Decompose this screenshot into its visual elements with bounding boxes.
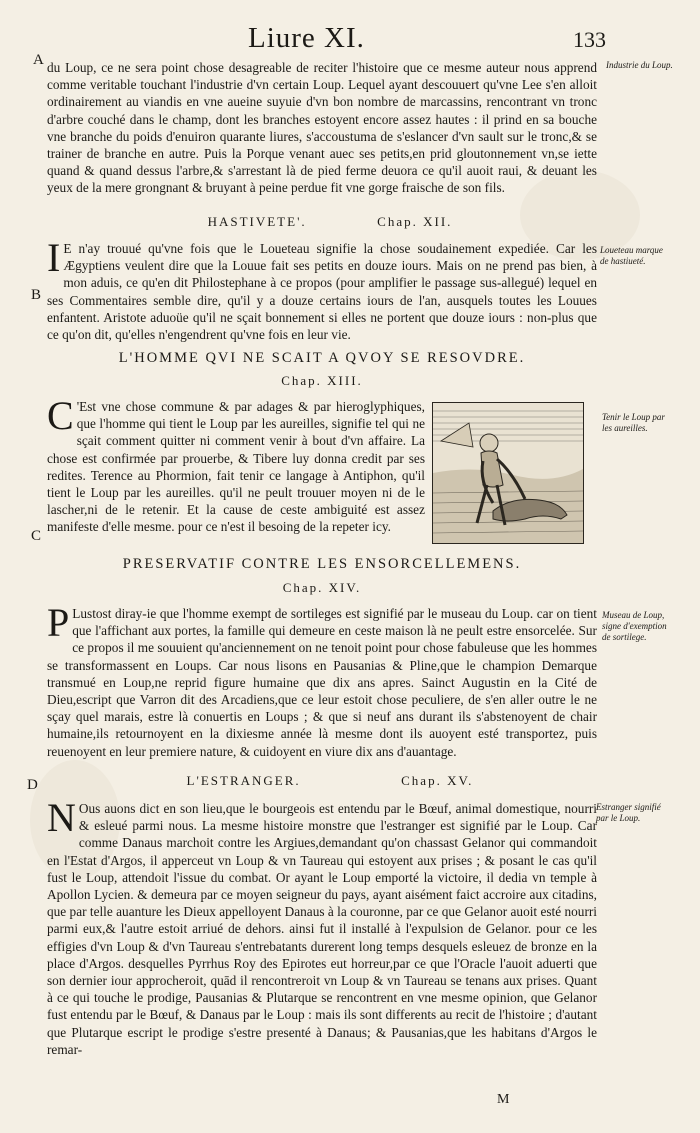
margin-letter-d: D xyxy=(27,777,38,793)
page-number: 133 xyxy=(573,27,606,52)
chapter14-margin-note: Museau de Loup, signe d'exemption de sortilege. xyxy=(602,610,667,642)
margin-letter-c: C xyxy=(31,528,42,544)
chapter13-margin-note: Tenir le Loup par les aureilles. xyxy=(602,412,665,433)
margin-letter-b: B xyxy=(31,287,42,303)
chapter15-margin-note: Estranger signifié par le Loup. xyxy=(596,802,661,823)
woodcut-figure xyxy=(432,402,584,544)
chapter12-chap: Chap. XII. xyxy=(377,214,453,229)
chapter13-dropcap: C xyxy=(47,393,74,438)
chapter12-heading xyxy=(180,214,480,230)
running-header xyxy=(0,22,700,62)
chapter12-title: HASTIVETE'. xyxy=(207,214,307,229)
chapter15-paragraph: Ous auons dict en son lieu,que le bourgeois est entendu par le Bœuf, animal domestique, nourri & esleué parmi nous. La mesme histoire monstre que l'estranger est signifié par le Loup. Car comme Danaus marchoit contre les Argiues,demandant qu'on chassast Gelanor qui commandoit en l'Estat d'Argos, il apperceut vn Loup & vn Taureau qui estoyent aux prises ; & posant le cas qu'il fust le Loup, attendoit l'issue du combat. Or ayant le Loup emporté la victoire, il dedia vn temple à Apollon Lycien. & demeura par ce moyen seigneur du pays, ayant aisément faict accroire aux citadins, que par telle auanture les Dieux appelloyent Danaus à la couronne, par ce que Gelanor auoit esté nourri parmi eux,& l'autre estoit arriué de dehors. ainsi fut il installé à l'expulsion de Gelanor. pour ce les effigies d'vn Loup & d'vn Taureau s'entrebatants durerent long temps desquels esleuez de bronze en la place d'Argos. desquelles Pyrrhus Roy des Epirotes eut horreur,par ce que l'Oracle l'auoit aduerti que son dernier iour approcheroit, quād il rencontreroit vn Loup & vn Taureau se tenans aux prises. Quant à ce qui touche le prodige, Pausanias & Plutarque se rencontrent en vne mesme opinion, que Gelanor fust entendu par le Bœuf, & Danaus par le Loup : mais ils sont differents au recit de l'histoire ; d'autant que Plutarque escript le prodige s'estre presenté à Danaus; & Pausanias,que les habitans d'Argos le remar- xyxy=(47,801,597,1057)
signature-mark: M xyxy=(497,1092,510,1107)
intro-paragraph: du Loup, ce ne sera point chose desagreable de reciter l'histoire que ce mesme auteur nous apprend comme veritable touchant l'industrie d'vn certain Loup. Lequel ayant descouuert qu'vne Lee s'en alloit ordinairement au viandis en vne aueine suyuie d'vn bon nombre de marcassins, rencontrant vn tronc d'arbre couché dans le champ, dont les branches estoyent encore assez hautes : il prind en sa bouche vne branche du poids d'enuiron quarante liures, s'accoustuma de s'eslancer d'vn sault sur le tronc,& se trainer de branche en autre. Puis la Porque venant auec ses petits,en prid gloutonnement vn,se iette quand & quand dessus l'arbre,& s'arrestant là de pied ferme deuora ce qu'il auoit raui, & deuant les yeux de la mere grongnant & bruyant à peine perdue fit vne gorge fraische de son fils. xyxy=(47,60,597,196)
chapter14-paragraph: Lustost diray-ie que l'homme exempt de sortileges est signifié par le museau du Loup. car on tient que l'affichant aux portes, la famille qui demeure en ceste maison là ne peult estre ensorcelée. Sur ce propos il me souuient qu'anciennement on ne tenoit point pour chose fabuleuse que les hommes se transformassent en Loups. Car nous lisons en Pausanias & Pline,que le champion Demarque transmué en Loup,ne reprid figure humaine que dix ans apres. Sainct Augustin en la Cité de Dieu,escript que Varron dit des Arcadiens,que ce leur estoit chose peculiere, de s'en aller outre le ne sçay quel marais, estre là conuertis en Loups ; & que si neuf ans durant ils s'abstenoyent de chair humaine,ils retournoyent en la dixiesme année là mesme dont ils auoyent esté transportez, puis reuenoyent en leur premiere nature, & cuidoyent en viure dix ans d'auantage. xyxy=(47,606,597,759)
chapter14-chap: Chap. XIV. xyxy=(282,580,362,595)
running-title: Liure XI. xyxy=(248,22,365,54)
intro-section xyxy=(47,59,597,197)
chapter13-section xyxy=(47,393,425,536)
chapter12-section xyxy=(47,235,597,343)
chapter15-heading xyxy=(165,773,495,789)
chapter15-chap: Chap. XV. xyxy=(401,773,474,788)
woodcut-illustration xyxy=(433,403,583,543)
chapter14-dropcap: P xyxy=(47,600,70,645)
chapter15-section xyxy=(47,795,597,1058)
chapter13-paragraph: 'Est vne chose commune & par adages & par hieroglyphiques, que l'homme qui tient le Loup par les aureilles, signifie tel qui ne sçait comment quitter ni comment venir à bout d'vn affaire. La chose est confirmée par prouerbe, & Tibere luy donna credit par ses redites. Terence au Phormion, fait tenir ce langage à Antiphon, qu'il tient le Loup par les aureilles. qu'il ne peult trouuer moyen ni de le lascher,ni de le retenir. Et la cause de ceste ambiguité est assez manifeste d'elle mesme. pour ce n'est il besoing de la repeter icy. xyxy=(47,399,425,535)
chapter12-margin-note: Loueteau marque de hastiueté. xyxy=(600,245,663,266)
chapter15-title: L'ESTRANGER. xyxy=(186,773,301,788)
chapter13-title: L'HOMME QVI NE SCAIT A QVOY SE RESOVDRE. xyxy=(118,350,526,366)
margin-letter-a: A xyxy=(33,52,44,68)
chapter13-chap: Chap. XIII. xyxy=(281,373,363,388)
chapter12-dropcap: I xyxy=(47,235,61,280)
chapter15-dropcap: N xyxy=(47,795,76,840)
chapter12-paragraph: E n'ay trouué qu'vne fois que le Loueteau signifie la chose soudainement expediée. Car les Ægyptiens veulent dire que la Louue fait ses petits en douze iours. Mais on ne prend pas bien, à mon aduis, ce qu'en dit Philostephane à ce propos (pour amplifier le passage sus-allegué) lequel en ses Commentaires semble dire, qu'il y a douze certains iours de l'an, ausquels toutes les Louues enfantent. Aristote aduoüe qu'il ne sçait bonnement si elles ne portent que douze iours : non-plus que ce qu'on dit, qu'elles n'engendrent qu'vne fois en leur vie. xyxy=(47,241,597,343)
chapter14-title: PRESERVATIF CONTRE LES ENSORCELLEMENS. xyxy=(122,556,522,572)
chapter14-section xyxy=(47,600,597,760)
intro-margin-note: Industrie du Loup. xyxy=(606,60,673,70)
